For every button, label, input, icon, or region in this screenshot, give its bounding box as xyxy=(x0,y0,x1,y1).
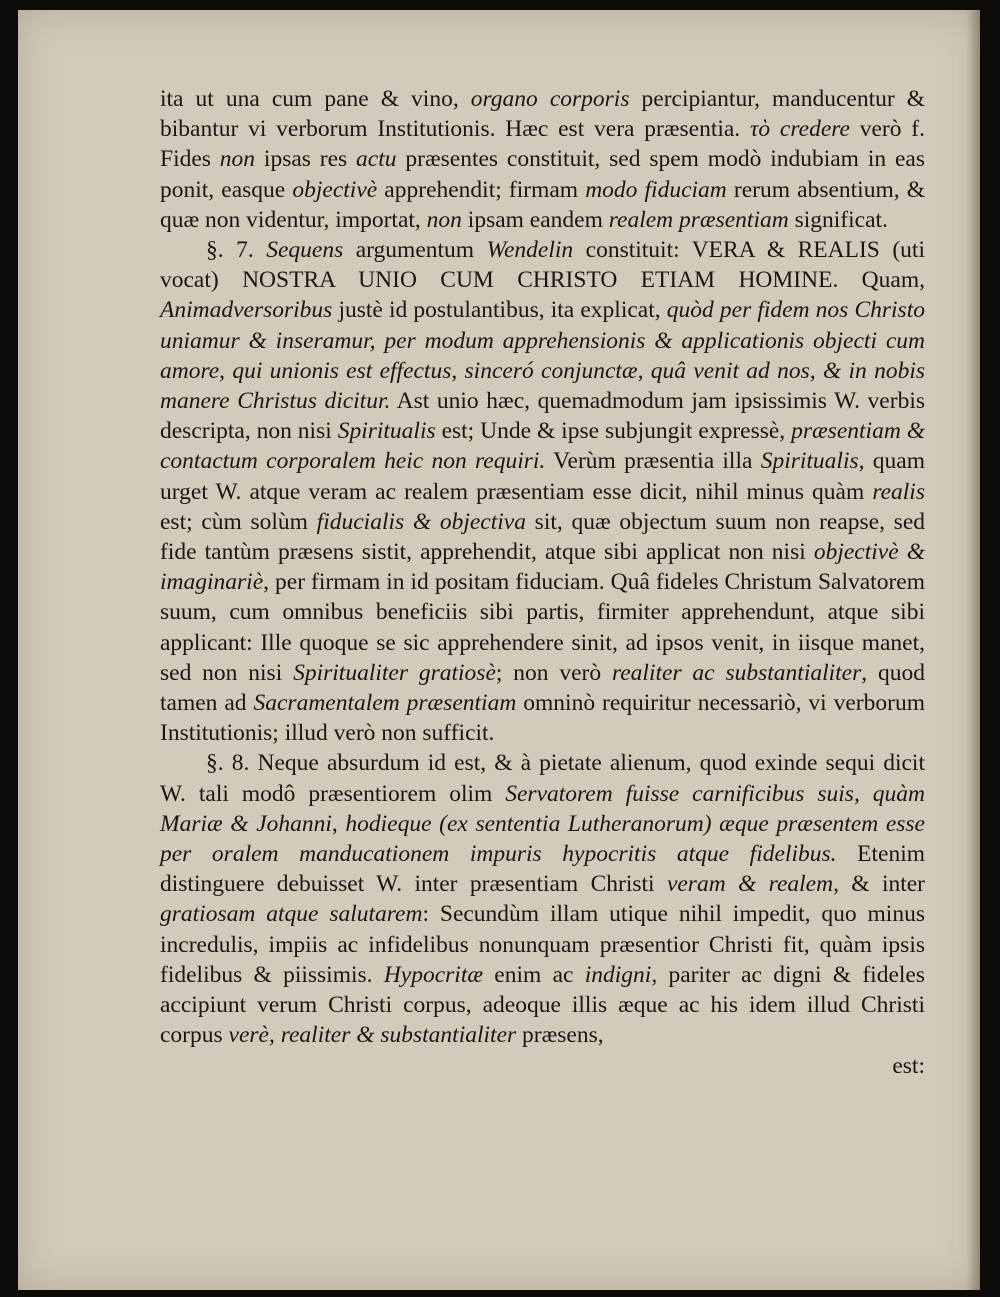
text-run: apprehendit; firmam xyxy=(377,176,586,203)
text-block xyxy=(160,84,925,1081)
italic-text-run: Spiritualiter gratiosè xyxy=(293,659,496,686)
italic-text-run: verè, realiter & substantialiter xyxy=(228,1022,517,1049)
paragraph-section-8 xyxy=(160,748,925,1050)
text-run: quam urget W. atque veram ac realem præsentiam esse dicit, nihil minus quàm xyxy=(160,448,925,505)
text-run: , pariter ac digni & fideles accipiunt verum Christi corpus, adeoque illis æque ac his idem illud Christi corpus xyxy=(160,961,925,1049)
text-run: est; cùm solùm xyxy=(160,508,317,535)
paragraph-1 xyxy=(160,84,925,235)
italic-text-run: veram & realem xyxy=(666,871,834,898)
italic-text-run: objectivè xyxy=(292,176,378,203)
italic-text-run: realem præsentiam xyxy=(608,206,789,233)
text-run: præsentes constituit, sed spem modò indubiam in eas ponit, easque xyxy=(160,146,925,203)
italic-text-run: Wendelin xyxy=(486,237,574,264)
text-run: ; non verò xyxy=(495,659,612,686)
text-run: significat. xyxy=(788,206,888,233)
text-run: Etenim distinguere debuisset W. inter præsentiam Christi xyxy=(160,841,925,898)
text-run: : Secundùm illam utique nihil impedit, quo minus incredulis, impiis ac infidelibus nonunquam præsentior Christi fit, quàm ipsis fidelibus & piissimis. xyxy=(160,901,925,988)
italic-text-run: objectivè & imaginariè xyxy=(160,539,925,596)
italic-text-run: realiter ac substantialiter xyxy=(611,659,862,686)
catchword: est: xyxy=(892,1052,925,1079)
italic-text-run: Spiritualis xyxy=(337,418,436,445)
text-run: , per firmam in id positam fiduciam. Quâ fideles Christum Salvatorem suum, cum omnibus beneficiis sibi partis, firmiter apprehendunt, atque sibi applicant: Ille quoque se sic apprehendere sinit, ad ipsos venit, in iisque manet, sed non nisi xyxy=(160,569,925,686)
text-run: est; Unde & ipse subjungit expressè, xyxy=(435,418,792,445)
text-run: enim ac xyxy=(483,961,585,988)
text-run: §. 7. xyxy=(206,237,267,264)
text-run: Ast unio hæc, quemadmodum jam ipsissimis W. verbis descripta, non nisi xyxy=(160,388,925,445)
italic-text-run: Servatorem fuisse carnificibus suis, quàm Mariæ & Johanni xyxy=(160,780,926,837)
italic-text-run: gratiosam atque salutarem xyxy=(160,901,423,928)
italic-text-run: Sequens xyxy=(266,237,344,264)
italic-text-run: Animadversoribus xyxy=(160,297,333,324)
text-run: §. 8. Neque absurdum id est, & à pietate alienum, quod exinde sequi dicit W. tali modô præsentiorem olim xyxy=(160,750,925,807)
book-page xyxy=(18,10,980,1290)
paragraph-section-7 xyxy=(160,235,925,748)
italic-text-run: non xyxy=(219,146,256,173)
text-run: , xyxy=(331,810,346,837)
text-run: Verùm præsentia illa xyxy=(545,448,761,475)
text-run: , quod tamen ad xyxy=(160,659,925,717)
italic-text-run: indigni xyxy=(584,961,652,988)
text-run: , & inter xyxy=(833,871,926,898)
text-run: justè id postulantibus, ita explicat, xyxy=(332,297,667,324)
italic-text-run: organo corporis xyxy=(470,86,630,112)
page-edge-shadow xyxy=(966,10,980,1290)
text-run: præsens, xyxy=(516,1022,604,1049)
text-run: constituit: VERA & REALIS (uti vocat) NOSTRA UNIO CUM CHRISTO ETIAM HOMINE. Quam, xyxy=(160,237,925,294)
italic-text-run: præsentiam & contactum corporalem heic non requiri. xyxy=(160,418,925,475)
text-run: ipsam eandem xyxy=(461,206,609,233)
italic-text-run: hodieque (ex sententia Lutheranorum) æque præsentem esse per oralem manducationem impuris hypocritis atque fidelibus. xyxy=(160,810,925,868)
text-run: ipsas res xyxy=(255,146,357,173)
italic-text-run: fiducialis & objectiva xyxy=(316,508,526,535)
italic-text-run: τὸ credere xyxy=(749,116,850,143)
text-run: rerum absentium, & quæ non videntur, importat, xyxy=(160,176,926,233)
italic-text-run: Hypocritæ xyxy=(383,961,484,988)
italic-text-run: modo fiduciam xyxy=(585,176,727,203)
italic-text-run: Spiritualis, xyxy=(760,448,865,475)
text-run: omninò requiritur necessariò, vi verborum Institutionis; illud verò non sufficit. xyxy=(160,690,925,747)
text-run: ita ut una cum pane & vino, xyxy=(160,86,471,112)
italic-text-run: actu xyxy=(356,146,397,173)
italic-text-run: Sacramentalem præsentiam xyxy=(253,690,517,717)
italic-text-run: realis xyxy=(872,478,925,505)
text-run: percipiantur, manducentur & bibantur vi verborum Institutionis. Hæc est vera præsentia. xyxy=(160,86,926,143)
text-run: argumentum xyxy=(343,237,487,264)
text-run: verò f. Fides xyxy=(160,116,925,173)
italic-text-run: non xyxy=(426,206,462,233)
text-run: sit, quæ objectum suum non reapse, sed fide tantùm præsens sistit, apprehendit, atque sibi applicat non nisi xyxy=(160,508,925,566)
italic-text-run: quòd per fidem nos Christo uniamur & inseramur, per modum apprehensionis & applicationis objecti cum amore, qui unionis est effectus, sinceró conjunctæ, quâ venit ad nos, & in nobis manere Christus dicitur. xyxy=(160,297,925,415)
